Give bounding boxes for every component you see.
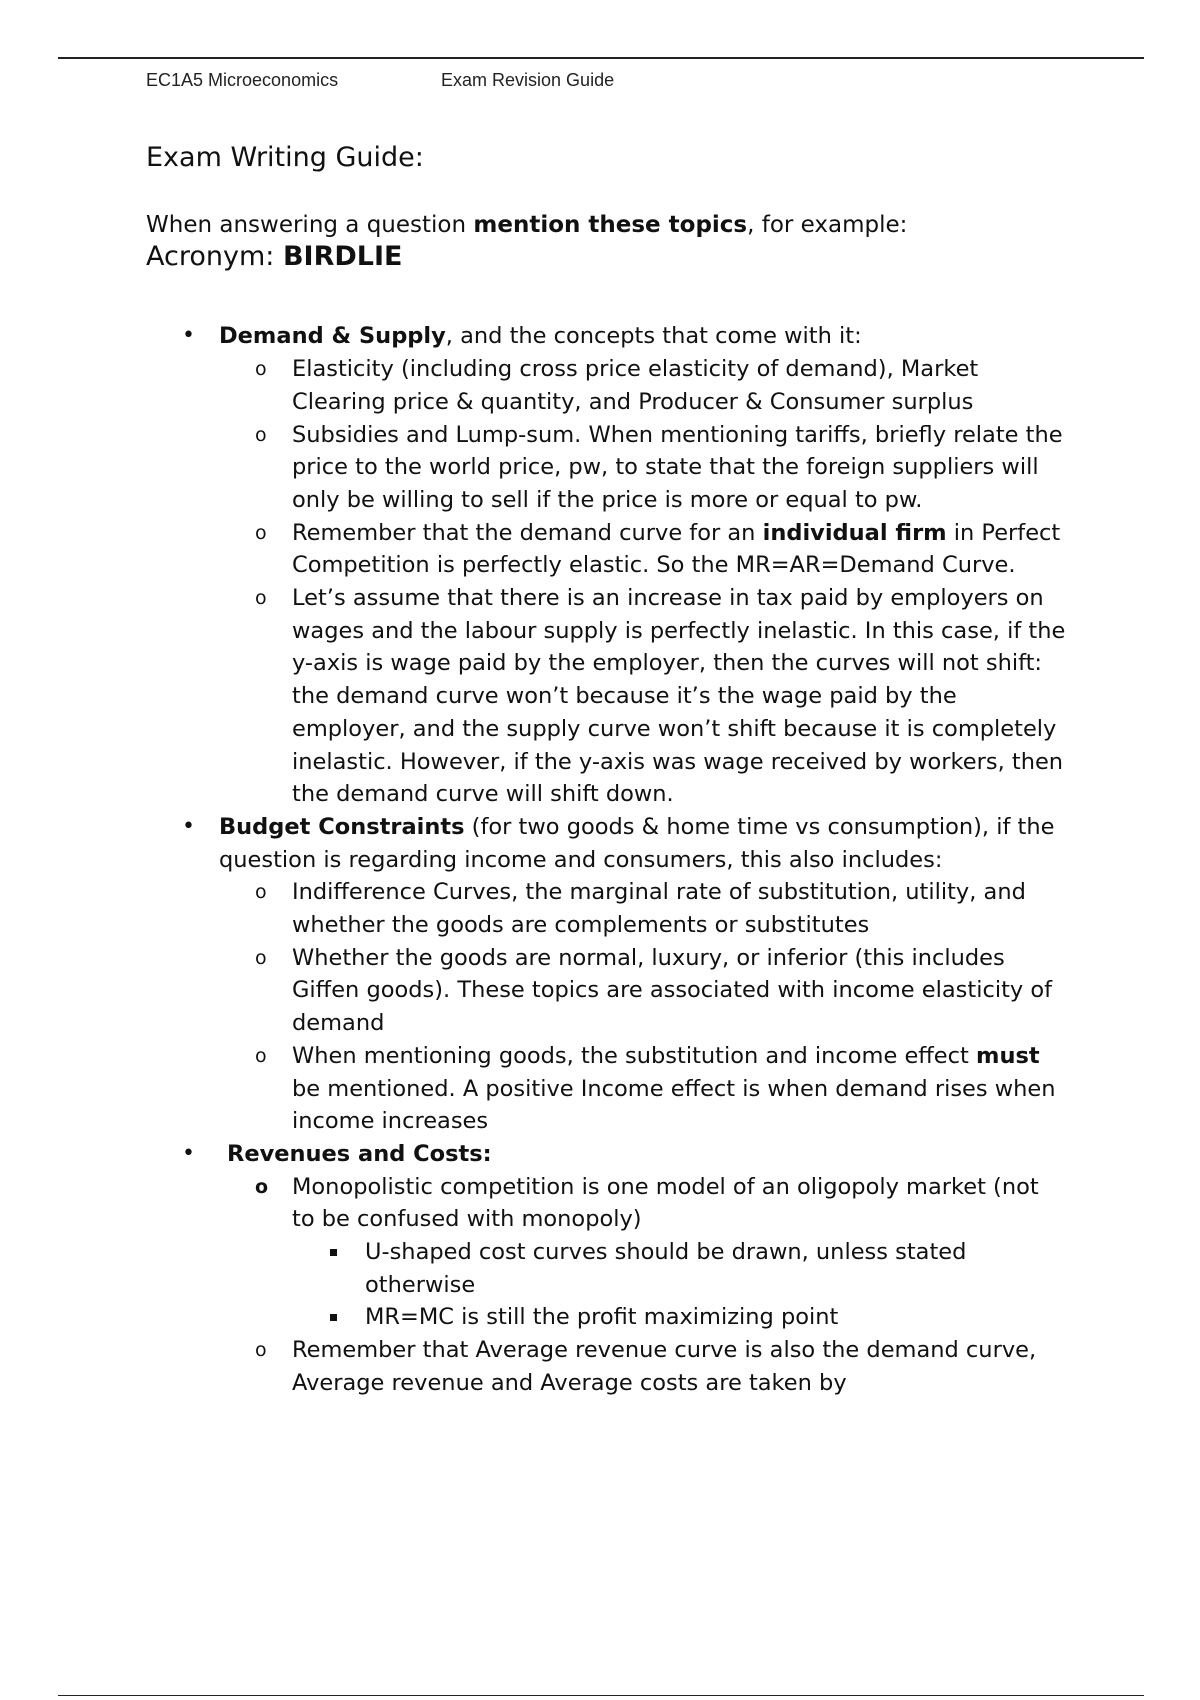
sub-list xyxy=(219,876,1066,1138)
bullet-circle-icon: o xyxy=(255,1044,267,1067)
list-item-text: Whether the goods are normal, luxury, or inferior (this includes Giffen goods). These topics are associated with income elasticity of demand xyxy=(292,944,1053,1037)
topic-heading: Revenues and Costs: xyxy=(227,1140,492,1167)
bullet-circle-icon: o xyxy=(255,423,267,446)
bullet-circle-icon: o xyxy=(255,1175,269,1198)
intro-pre: When answering a question xyxy=(146,212,474,239)
list-item-bold: must xyxy=(976,1042,1040,1069)
document-name: Exam Revision Guide xyxy=(441,70,615,90)
topic-list xyxy=(146,320,1066,1399)
document-body xyxy=(146,142,1066,1400)
list-item-text-post: be mentioned. A positive Income effect is when demand rises when income increases xyxy=(292,1075,1056,1135)
topic-heading: Budget Constraints xyxy=(219,813,465,840)
bullet-dot-icon: • xyxy=(182,813,195,839)
list-item-text: Indifference Curves, the marginal rate of substitution, utility, and whether the goods are complements or substitutes xyxy=(292,879,1026,939)
list-item xyxy=(219,419,1066,517)
list-item xyxy=(219,582,1066,811)
list-item-text: Monopolistic competition is one model of an oligopoly market (not to be confused with monopoly) xyxy=(292,1173,1039,1233)
bullet-square-icon xyxy=(330,1249,337,1256)
header-rule xyxy=(58,57,1144,59)
bullet-circle-icon: o xyxy=(255,946,267,969)
intro-bold: mention these topics xyxy=(473,212,748,239)
list-item-revenues-costs xyxy=(146,1138,1066,1400)
topic-text: (for two goods & home time vs consumption), if the question is regarding income and consumers, this also includes: xyxy=(219,813,1055,873)
acronym-label: Acronym: xyxy=(146,241,283,273)
topic-text: , and the concepts that come with it: xyxy=(445,323,862,350)
list-item xyxy=(219,942,1066,1040)
list-item-text: U-shaped cost curves should be drawn, unless stated otherwise xyxy=(365,1239,967,1298)
list-item-text: Elasticity (including cross price elasticity of demand), Market Clearing price & quantity, and Producer & Consumer surplus xyxy=(292,356,979,415)
page-header xyxy=(146,70,614,91)
bullet-circle-icon: o xyxy=(255,358,267,381)
list-item xyxy=(219,353,1066,418)
bullet-square-icon xyxy=(330,1314,337,1321)
list-item xyxy=(292,1236,1066,1301)
bullet-dot-icon: • xyxy=(182,1140,195,1166)
list-item xyxy=(219,876,1066,941)
list-item-demand-supply xyxy=(146,320,1066,811)
bullet-circle-icon: o xyxy=(255,1339,267,1362)
list-item-text: Subsidies and Lump-sum. When mentioning tariffs, briefly relate the price to the world price, pw, to state that the foreign suppliers will only be willing to sell if the price is more or equal to pw. xyxy=(292,421,1063,513)
bullet-circle-icon: o xyxy=(255,521,267,544)
acronym-line xyxy=(146,240,1066,274)
course-name: EC1A5 Microeconomics xyxy=(146,70,339,90)
intro-paragraph xyxy=(146,210,1066,240)
footer-rule xyxy=(58,1695,1144,1696)
list-item-text: Let’s assume that there is an increase in tax paid by employers on wages and the labour supply is perfectly inelastic. In this case, if the y-axis is wage paid by the employer, then the curves will not shift: the demand curve won’t because it’s the wage paid by the employer, and the supply curve won’t shift because it is completely inelastic. However, if the y-axis was wage received by workers, then the demand curve will shift down. xyxy=(292,585,1066,808)
list-item-text: Remember that Average revenue curve is also the demand curve, Average revenue and Average costs are taken by xyxy=(292,1337,1037,1396)
list-item-budget-constraints xyxy=(146,811,1066,1138)
intro-post: , for example: xyxy=(747,212,908,239)
list-item xyxy=(219,1334,1066,1399)
topic-heading: Demand & Supply xyxy=(219,323,446,350)
list-item xyxy=(292,1301,1066,1334)
bullet-circle-icon: o xyxy=(255,587,267,610)
list-item-bold: individual firm xyxy=(762,519,947,546)
list-item xyxy=(219,1171,1066,1335)
list-item-text-pre: When mentioning goods, the substitution and income effect xyxy=(292,1042,976,1069)
bullet-dot-icon: • xyxy=(182,323,195,349)
acronym-value: BIRDLIE xyxy=(282,241,403,273)
sub-sub-list xyxy=(292,1236,1066,1334)
sub-list xyxy=(219,1171,1066,1400)
list-item xyxy=(219,1040,1066,1138)
page-title: Exam Writing Guide: xyxy=(146,142,424,173)
list-item xyxy=(219,517,1066,582)
bullet-circle-icon: o xyxy=(255,881,267,904)
list-item-text-post: in Perfect Competition is perfectly elastic. So the MR=AR=Demand Curve. xyxy=(292,519,1061,579)
list-item-text-pre: Remember that the demand curve for an xyxy=(292,519,763,546)
sub-list xyxy=(219,353,1066,811)
list-item-text: MR=MC is still the profit maximizing point xyxy=(365,1304,839,1331)
